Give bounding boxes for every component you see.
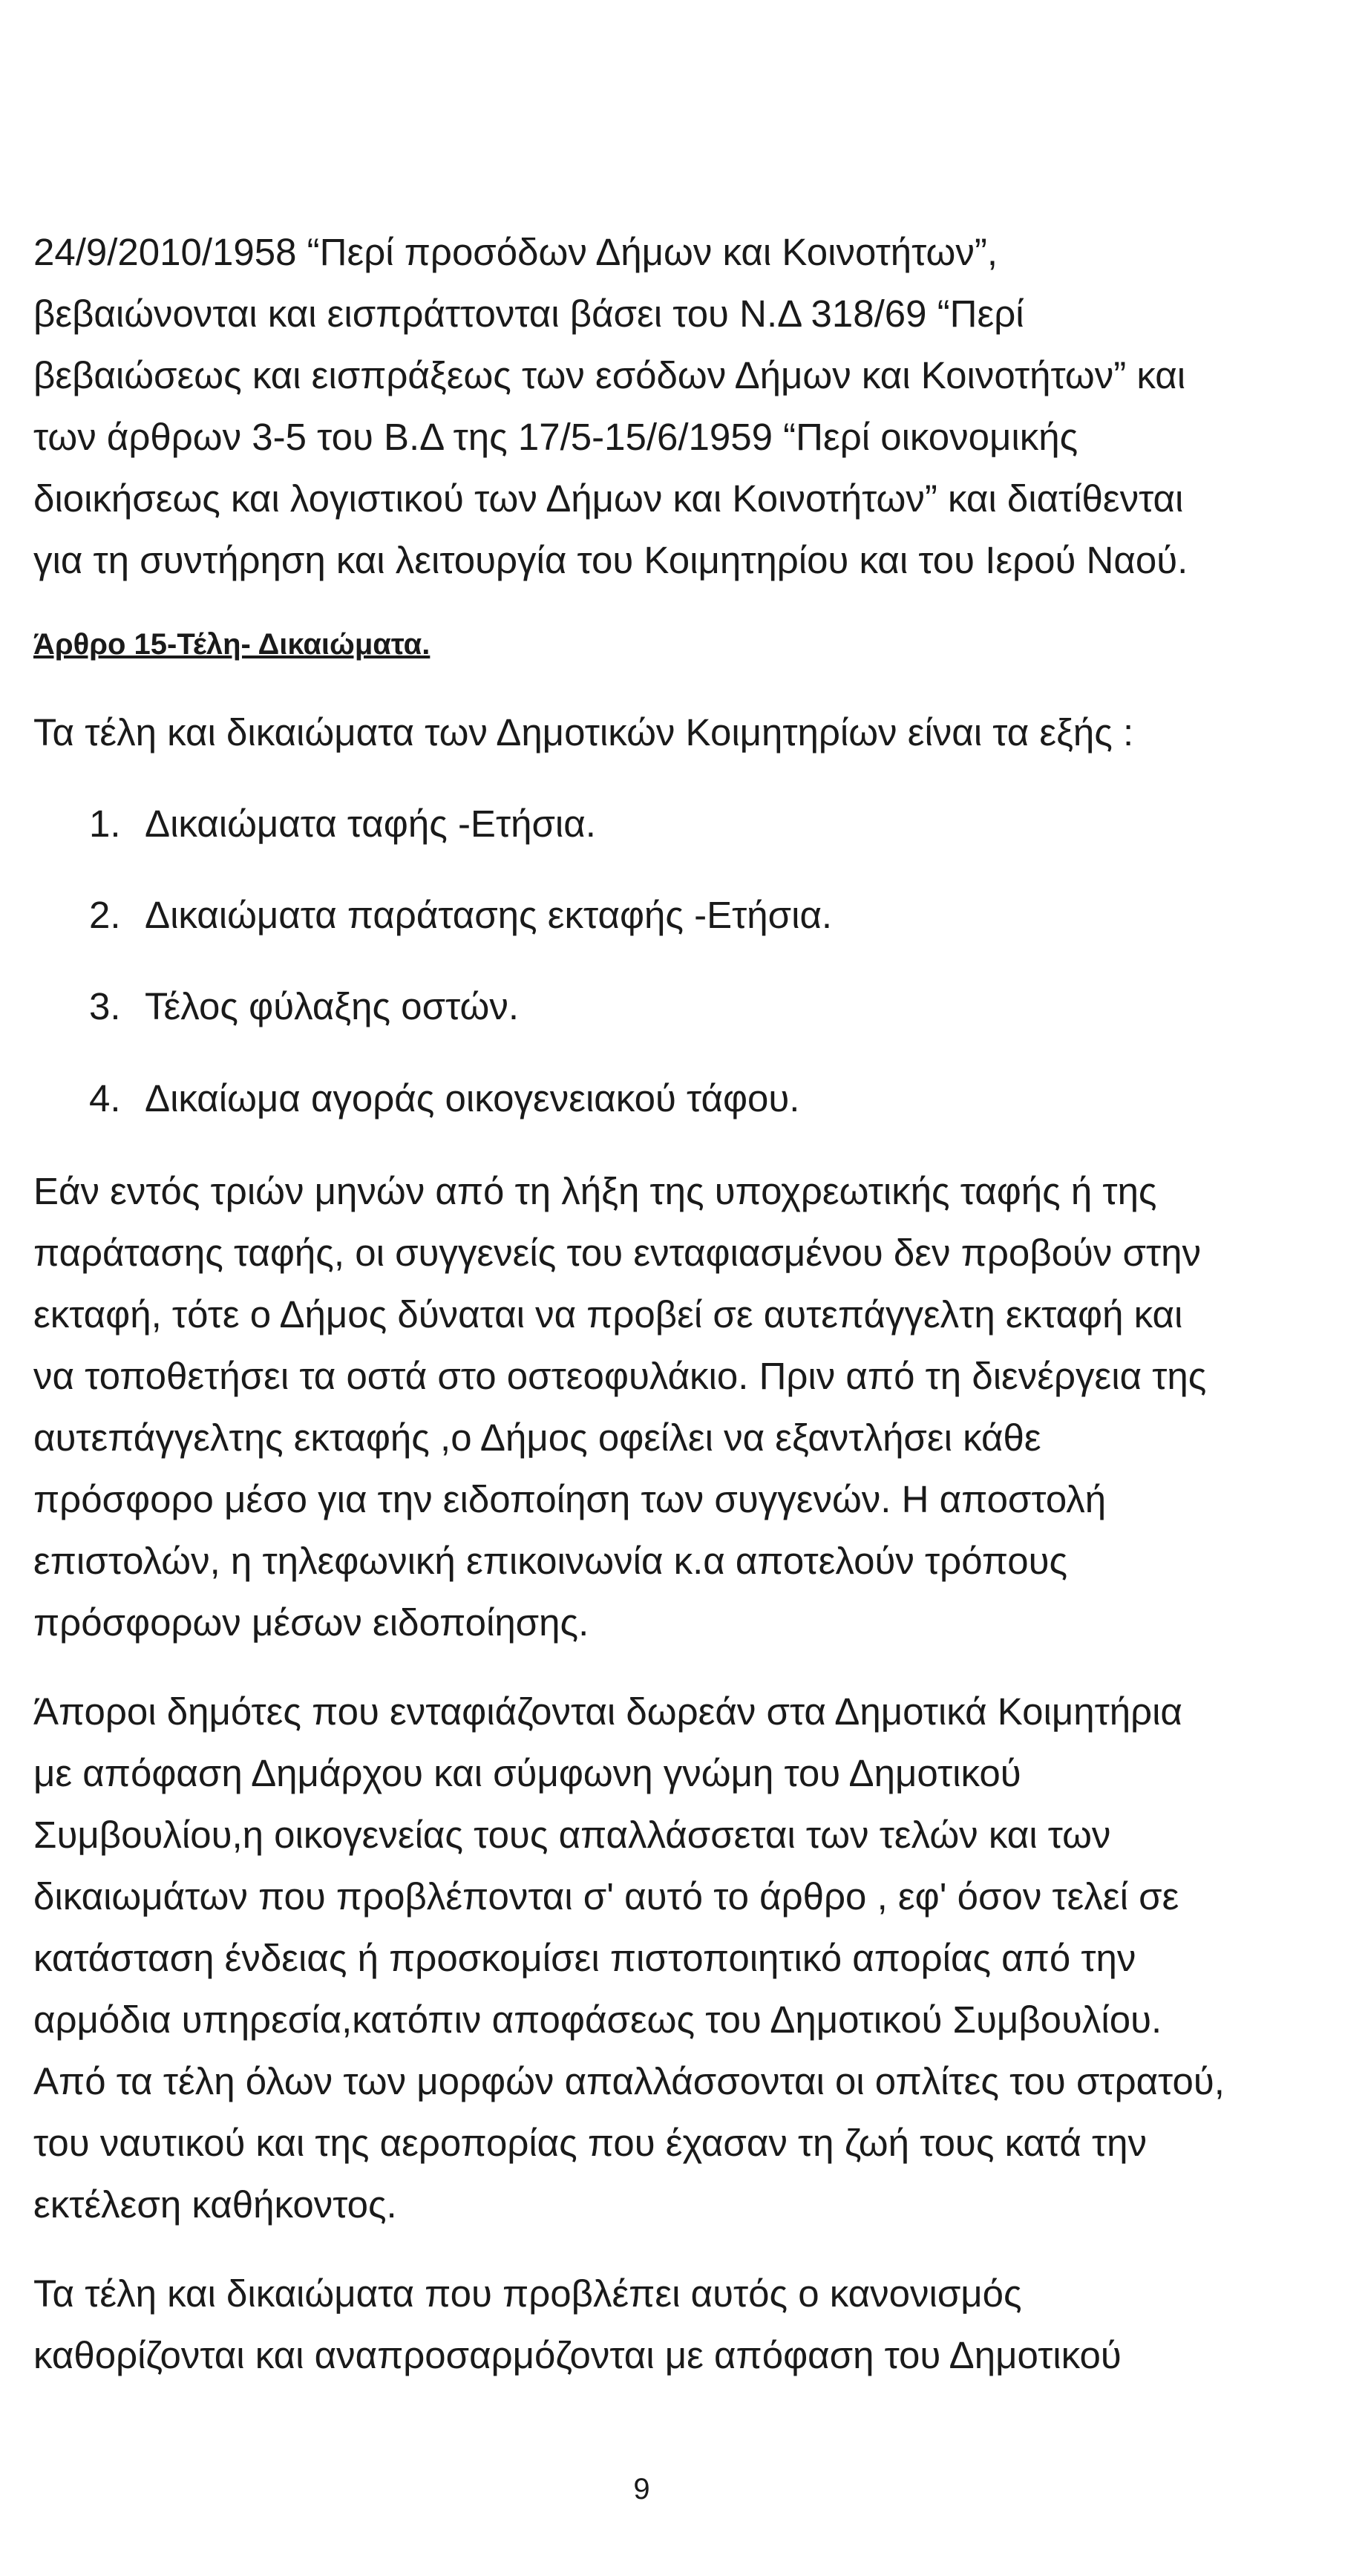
paragraph-4 [33, 2263, 1340, 2386]
list-number: 4. [89, 1077, 121, 1119]
paragraph-2 [33, 1160, 1340, 1653]
paragraph-1 [33, 221, 1340, 591]
text-line: αυτεπάγγελτης εκταφής ,ο Δήμος οφείλει να εξαντλήσει κάθε [33, 1416, 1041, 1459]
text-line: βεβαιώσεως και εισπράξεως των εσόδων Δήμων και Κοινοτήτων” και [33, 354, 1186, 396]
text-line: Από τα τέλη όλων των μορφών απαλλάσσονται οι οπλίτες του στρατού, [33, 2060, 1225, 2102]
list-text: Δικαίωμα αγοράς οικογενειακού τάφου. [145, 1077, 800, 1119]
list-number: 3. [89, 985, 121, 1027]
text-line: αρμόδια υπηρεσία,κατόπιν αποφάσεως του Δημοτικού Συμβουλίου. [33, 1998, 1162, 2041]
text-line: των άρθρων 3-5 του Β.Δ της 17/5-15/6/1959 “Περί οικονομικής [33, 416, 1078, 458]
text-line: Τα τέλη και δικαιώματα των Δημοτικών Κοιμητηρίων είναι τα εξής : [33, 711, 1134, 753]
intro-sentence [33, 702, 1340, 763]
text-line: Εάν εντός τριών μηνών από τη λήξη της υποχρεωτικής ταφής ή της [33, 1170, 1157, 1212]
text-line: Άποροι δημότες που ενταφιάζονται δωρεάν στα Δημοτικά Κοιμητήρια [33, 1690, 1182, 1733]
text-line: για τη συντήρηση και λειτουργία του Κοιμητηρίου και του Ιερού Ναού. [33, 539, 1188, 581]
text-line: εκταφή, τότε ο Δήμος δύναται να προβεί σε αυτεπάγγελτη εκταφή και [33, 1293, 1183, 1336]
paragraph-3 [33, 1681, 1340, 2235]
text-line: πρόσφορο μέσο για την ειδοποίηση των συγγενών. Η αποστολή [33, 1478, 1107, 1520]
text-line: Τα τέλη και δικαιώματα που προβλέπει αυτός ο κανονισμός [33, 2272, 1022, 2315]
text-line: με απόφαση Δημάρχου και σύμφωνη γνώμη του Δημοτικού [33, 1752, 1021, 1794]
text-line: παράτασης ταφής, οι συγγενείς του ενταφιασμένου δεν προβούν στην [33, 1232, 1201, 1274]
text-line: να τοποθετήσει τα οστά στο οστεοφυλάκιο. Πριν από τη διενέργεια της [33, 1355, 1207, 1397]
list-number: 1. [89, 802, 121, 845]
text-line: πρόσφορων μέσων ειδοποίησης. [33, 1601, 589, 1644]
text-line: Συμβουλίου,η οικογενείας τους απαλλάσσεται των τελών και των [33, 1814, 1111, 1856]
text-line: επιστολών, η τηλεφωνική επικοινωνία κ.α αποτελούν τρόπους [33, 1540, 1068, 1582]
list-number: 2. [89, 894, 121, 936]
text-line: του ναυτικού και της αεροπορίας που έχασαν τη ζωή τους κατά την [33, 2122, 1148, 2164]
list-text: Τέλος φύλαξης οστών. [145, 985, 519, 1027]
article-heading: Άρθρο 15-Τέλη- Δικαιώματα. [33, 628, 431, 661]
text-line: βεβαιώνονται και εισπράττονται βάσει του Ν.Δ 318/69 “Περί [33, 292, 1024, 335]
text-line: 24/9/2010/1958 “Περί προσόδων Δήμων και Κοινοτήτων”, [33, 231, 998, 273]
text-line: δικαιωμάτων που προβλέπονται σ' αυτό το άρθρο , εφ' όσον τελεί σε [33, 1875, 1179, 1918]
text-line: διοικήσεως και λογιστικού των Δήμων και Κοινοτήτων” και διατίθενται [33, 477, 1184, 520]
list-text: Δικαιώματα ταφής -Ετήσια. [145, 802, 596, 845]
text-line: καθορίζονται και αναπροσαρμόζονται με απόφαση του Δημοτικού [33, 2334, 1122, 2376]
page-number: 9 [633, 2473, 650, 2505]
list-text: Δικαιώματα παράτασης εκταφής -Ετήσια. [145, 894, 833, 936]
text-line: εκτέλεση καθήκοντος. [33, 2183, 397, 2226]
text-line: κατάσταση ένδειας ή προσκομίσει πιστοποιητικό απορίας από την [33, 1937, 1136, 1979]
